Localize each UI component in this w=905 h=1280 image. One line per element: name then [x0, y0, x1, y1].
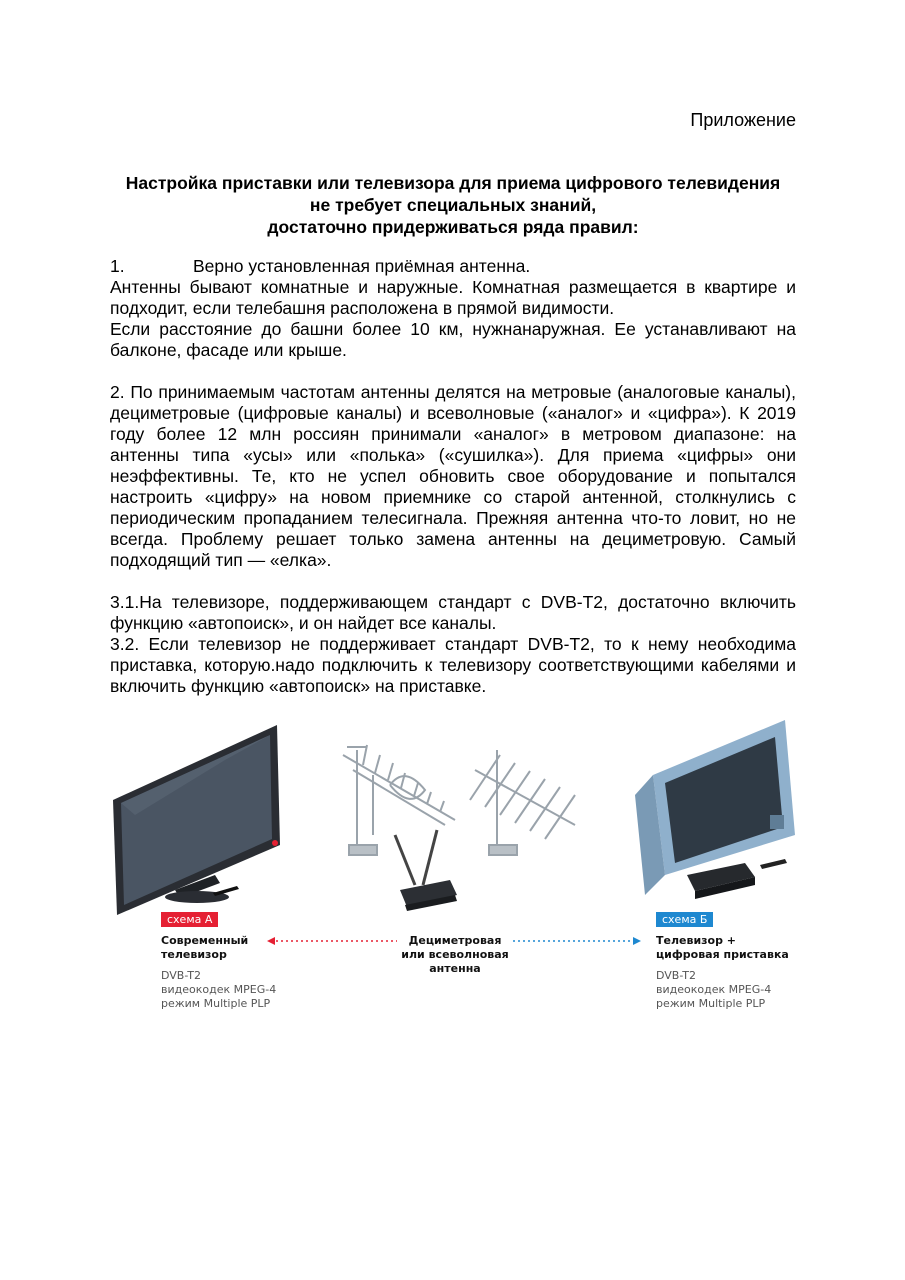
- antenna-label: [400, 934, 510, 976]
- title-line-3: достаточно придерживаться ряда правил:: [267, 217, 639, 237]
- document-body: [110, 256, 796, 697]
- rule-2-text: 2. По принимаемым частотам антенны делятся на метровые (аналоговые каналы), дециметровые (цифровые каналы) и всеволновые («аналог» и «цифра»). К 2019 году более 12 млн россиян принимали «аналог» в метровом диапазоне: на антенны типа «усы» или «полька» («сушилка»). Для приема «цифры» они неэффективны. Те, кто не успел обновить свое оборудование и попытался настроить «цифру» на новом приемнике со старой антенной, столкнулись с периодическим пропаданием телесигнала. Прежняя антенна что-то ловит, но не всегда. Проблему решает только замена антенны на дециметровую. Самый подходящий тип — «елка».: [110, 382, 796, 570]
- scheme-b-tag: схема Б: [656, 912, 713, 927]
- scheme-b-title: [656, 934, 789, 962]
- rule-1-text-a: Антенны бывают комнатные и наружные. Комнатная размещается в квартире и подходит, если телебашня расположена в прямой видимости.: [110, 277, 796, 318]
- antenna-label-line-3: антенна: [429, 962, 481, 975]
- crt-tv-icon: [635, 720, 795, 895]
- document-title: [110, 172, 796, 238]
- scheme-b-spec-1: DVB-T2: [656, 969, 697, 982]
- scheme-a-title-line-1: Современный: [161, 934, 249, 947]
- indoor-antenna-icon: [395, 830, 457, 911]
- scheme-b-title-line-1: Телевизор +: [656, 934, 737, 947]
- antenna-2-icon: [470, 750, 575, 855]
- appendix-label: Приложение: [690, 110, 796, 130]
- arrow-left-icon: [267, 937, 397, 945]
- connection-diagram: [105, 715, 805, 1025]
- scheme-b-spec-3: режим Multiple PLP: [656, 997, 766, 1010]
- scheme-a-title-line-2: телевизор: [161, 948, 227, 961]
- scheme-a-spec-3: режим Multiple PLP: [161, 997, 271, 1010]
- arrow-right-icon: [513, 937, 641, 945]
- scheme-b-specs: [656, 969, 771, 1011]
- rule-3-2-text: 3.2. Если телевизор не поддерживает стандарт DVB-T2, то к нему необходима приставка, которую.надо подключить к телевизору соответствующими кабелями и включить функцию «автопоиск» на приставке.: [110, 634, 796, 696]
- antenna-label-line-2: или всеволновая: [401, 948, 509, 961]
- set-top-box-icon: [687, 859, 787, 899]
- rule-1-title: Верно установленная приёмная антенна.: [193, 256, 531, 276]
- rule-1-number: 1.: [110, 256, 125, 276]
- antenna-label-line-1: Дециметровая: [408, 934, 502, 947]
- scheme-b-spec-2: видеокодек MPEG-4: [656, 983, 772, 996]
- scheme-a-title: [161, 934, 248, 962]
- rule-1-text-b: Если расстояние до башни более 10 км, нужнанаружная. Ее устанавливают на балконе, фасаде или крыше.: [110, 319, 796, 360]
- scheme-a-specs: [161, 969, 276, 1011]
- scheme-a-spec-2: видеокодек MPEG-4: [161, 983, 277, 996]
- rule-1-heading: [110, 256, 796, 277]
- title-line-2: не требует специальных знаний,: [309, 195, 597, 215]
- title-line-1: Настройка приставки или телевизора для приема цифрового телевидения: [125, 173, 781, 193]
- scheme-a-spec-1: DVB-T2: [161, 969, 202, 982]
- scheme-a-tag: схема А: [161, 912, 218, 927]
- rule-3-1-text: 3.1.На телевизоре, поддерживающем стандарт с DVB-T2, достаточно включить функцию «автопоиск», и он найдет все каналы.: [110, 592, 796, 633]
- modern-tv-icon: [113, 725, 280, 915]
- scheme-b-title-line-2: цифровая приставка: [656, 948, 789, 961]
- antenna-1-icon: [343, 745, 455, 855]
